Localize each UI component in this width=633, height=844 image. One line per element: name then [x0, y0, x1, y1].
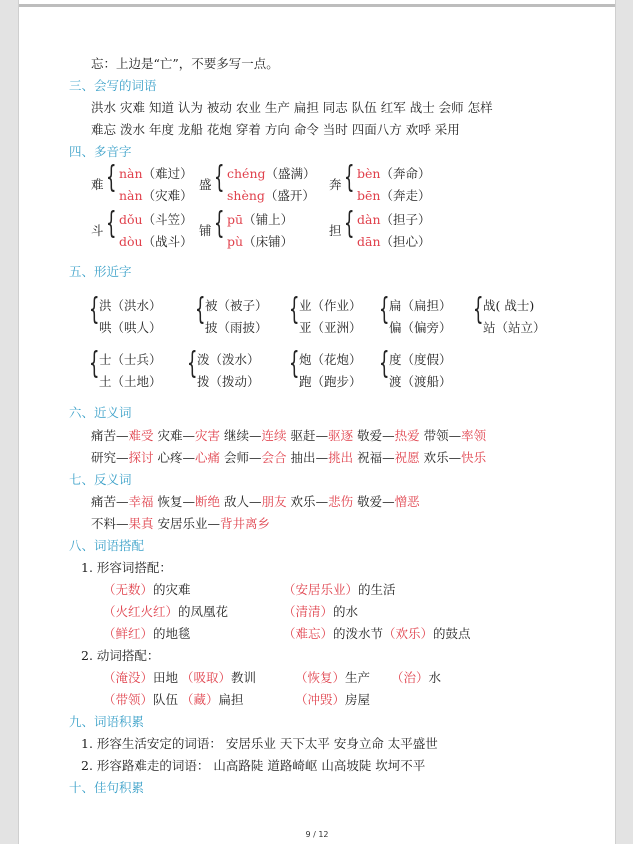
dash-separator: —	[382, 428, 395, 443]
phrase-text: 的灾难	[153, 582, 191, 597]
paired-word: 心痛	[195, 450, 221, 465]
phrase-text: 教训	[231, 670, 257, 685]
brace-icon: {	[379, 292, 390, 327]
pinyin: bēn	[357, 188, 381, 203]
adj-phrase	[283, 626, 471, 642]
dash-separator: —	[116, 494, 129, 509]
phrase-text: 的鼓点	[433, 626, 471, 641]
synonyms-row-1	[91, 428, 486, 444]
pinyin: pù	[227, 234, 244, 249]
section-7-heading: 七、反义词	[69, 472, 132, 487]
word: 痛苦	[91, 428, 117, 443]
phrase-text: 的泼水节	[333, 626, 384, 641]
paired-word: 探讨	[128, 450, 154, 465]
answer-word: （欢乐）	[383, 626, 434, 641]
dash-separator: —	[249, 428, 262, 443]
similar-char-b: 土（土地）	[99, 374, 162, 389]
similar-char-a: 度（度假）	[389, 352, 452, 367]
brace-icon: {	[289, 346, 300, 381]
synonyms-row-2	[91, 450, 486, 466]
dash-separator: —	[448, 450, 462, 465]
pinyin: nàn	[119, 188, 143, 203]
section-6-heading: 六、近义词	[69, 405, 132, 420]
verb-phrase	[181, 692, 244, 708]
dash-separator: —	[315, 428, 329, 443]
phrase-text: 的生活	[358, 582, 396, 597]
answer-word: （带领）	[103, 692, 154, 707]
adj-phrase	[103, 604, 228, 620]
polyphone-reading-2	[119, 234, 193, 250]
adj-phrase	[283, 604, 358, 620]
polyphone-reading-1	[357, 166, 430, 182]
example-word: （灾难）	[142, 188, 193, 203]
dash-separator: —	[207, 516, 221, 531]
phrase-text: 的凤凰花	[178, 604, 229, 619]
example-word: （斗笠）	[142, 212, 193, 227]
dash-separator: —	[448, 428, 462, 443]
word: 驱赶	[290, 428, 316, 443]
dash-separator: —	[382, 494, 395, 509]
paired-word: 朋友	[261, 494, 287, 509]
polyphone-reading-2	[357, 188, 430, 204]
word: 研究	[91, 450, 117, 465]
similar-char-a: 泼（泼水）	[197, 352, 260, 367]
answer-word: （无数）	[103, 582, 154, 597]
polyphone-char: 斗	[91, 223, 104, 238]
phrase-text: 队伍	[153, 692, 179, 707]
similar-char-b: 披（雨披）	[205, 320, 268, 335]
similar-char-a: 扁（扁担）	[389, 298, 452, 313]
similar-char-a: 业（作业）	[299, 298, 362, 313]
verb-phrase	[181, 670, 256, 686]
polyphone-reading-2	[119, 188, 193, 204]
verb-phrase	[295, 692, 370, 708]
answer-word: （淹没）	[103, 670, 154, 685]
adj-phrase	[283, 582, 396, 598]
dash-separator: —	[182, 450, 196, 465]
polyphone-reading-1	[227, 212, 293, 228]
brace-icon: {	[89, 346, 100, 381]
word: 灾难	[157, 428, 183, 443]
polyphone-reading-1	[357, 212, 431, 228]
similar-char-b: 跑（跑步）	[299, 374, 362, 389]
polyphone-char: 担	[329, 223, 342, 238]
words-row-1: 洪水 灾难 知道 认为 被动 农业 生产 扁担 同志 队伍 红军 战士 会师 怎样	[91, 100, 493, 115]
polyphone-reading-2	[227, 234, 293, 250]
phrase-text: 水	[428, 670, 442, 685]
example-word: （铺上）	[243, 212, 294, 227]
example-word: （担子）	[380, 212, 431, 227]
verb-phrase	[391, 670, 441, 686]
similar-char-a: 洪（洪水）	[99, 298, 162, 313]
pinyin: dòu	[119, 234, 143, 249]
similar-char-b: 拨（拨动）	[197, 374, 260, 389]
example-word: （奔命）	[380, 166, 431, 181]
pinyin: dān	[357, 234, 381, 249]
word: 敬爱	[357, 494, 383, 509]
section-10-heading: 十、佳句积累	[69, 780, 145, 795]
brace-icon: {	[379, 346, 390, 381]
similar-char-a: 战( 战士)	[483, 298, 535, 313]
pinyin: dǒu	[119, 212, 143, 227]
word: 痛苦	[91, 494, 117, 509]
answer-word: （吸取）	[181, 670, 232, 685]
brace-icon: {	[344, 206, 355, 241]
pinyin: bèn	[357, 166, 381, 181]
dash-separator: —	[116, 450, 129, 465]
word: 恢复	[157, 494, 183, 509]
paired-word: 挑出	[328, 450, 354, 465]
paired-word: 果真	[128, 516, 154, 531]
brace-icon: {	[195, 292, 206, 327]
paired-word: 率领	[461, 428, 487, 443]
brace-icon: {	[344, 160, 355, 195]
word: 祝福	[357, 450, 383, 465]
paired-word: 灾害	[195, 428, 221, 443]
word: 敌人	[224, 494, 250, 509]
answer-word: （冲毁）	[295, 692, 346, 707]
word: 欢乐	[423, 450, 449, 465]
words-row-2: 难忘 泼水 年度 龙船 花炮 穿着 方向 命令 当时 四面八方 欢呼 采用	[91, 122, 460, 137]
phrase-text: 生产	[345, 670, 371, 685]
paired-word: 驱逐	[328, 428, 354, 443]
dash-separator: —	[116, 428, 129, 443]
pinyin: shèng	[227, 188, 265, 203]
example-word: （战斗）	[142, 234, 193, 249]
dash-separator: —	[182, 494, 196, 509]
stable-life-words: 1. 形容生活安定的词语： 安居乐业 天下太平 安身立命 太平盛世	[81, 736, 438, 751]
example-word: （床铺）	[243, 234, 294, 249]
brace-icon: {	[106, 206, 117, 241]
answer-word: （藏）	[181, 692, 219, 707]
page-number: 9 / 12	[305, 830, 329, 839]
word: 继续	[224, 428, 250, 443]
example-word: （奔走）	[380, 188, 431, 203]
paired-word: 快乐	[461, 450, 487, 465]
paired-word: 断绝	[195, 494, 221, 509]
example-word: （难过）	[142, 166, 193, 181]
word: 带领	[423, 428, 449, 443]
dash-separator: —	[249, 450, 262, 465]
paired-word: 幸福	[128, 494, 154, 509]
answer-word: （恢复）	[295, 670, 346, 685]
section-5-heading: 五、形近字	[69, 264, 132, 279]
answer-word: （清清）	[283, 604, 334, 619]
top-divider	[19, 4, 615, 7]
paired-word: 难受	[128, 428, 154, 443]
word: 抽出	[290, 450, 316, 465]
phrase-text: 扁担	[218, 692, 244, 707]
word: 心疼	[157, 450, 183, 465]
brace-icon: {	[187, 346, 198, 381]
phrase-text: 田地	[153, 670, 179, 685]
polyphone-reading-1	[119, 166, 193, 182]
word: 不料	[91, 516, 117, 531]
brace-icon: {	[289, 292, 300, 327]
phrase-text: 的地毯	[153, 626, 191, 641]
brace-icon: {	[214, 160, 225, 195]
word: 会师	[224, 450, 250, 465]
paired-word: 憎恶	[394, 494, 420, 509]
pinyin: chéng	[227, 166, 266, 181]
polyphone-reading-1	[227, 166, 316, 182]
dash-separator: —	[249, 494, 262, 509]
example-word: （盛满）	[265, 166, 316, 181]
paired-word: 悲伤	[328, 494, 354, 509]
adj-collocation-label: 1. 形容词搭配：	[81, 560, 172, 575]
verb-collocation-label: 2. 动词搭配：	[81, 648, 160, 663]
similar-char-b: 亚（亚洲）	[299, 320, 362, 335]
word: 安居乐业	[157, 516, 208, 531]
dash-separator: —	[315, 450, 329, 465]
dash-separator: —	[182, 428, 196, 443]
similar-char-b: 哄（哄人）	[99, 320, 162, 335]
brace-icon: {	[89, 292, 100, 327]
document-page	[18, 0, 616, 844]
brace-icon: {	[106, 160, 117, 195]
section-9-heading: 九、词语积累	[69, 714, 145, 729]
dash-separator: —	[382, 450, 395, 465]
antonyms-row-2	[91, 516, 270, 532]
paired-word: 会合	[261, 450, 287, 465]
polyphone-char: 难	[91, 177, 104, 192]
dash-separator: —	[116, 516, 129, 531]
paired-word: 连续	[261, 428, 287, 443]
section-8-heading: 八、词语搭配	[69, 538, 145, 553]
similar-char-b: 渡（渡船）	[389, 374, 452, 389]
phrase-text: 的水	[333, 604, 359, 619]
answer-word: （安居乐业）	[283, 582, 359, 597]
verb-phrase	[103, 670, 178, 686]
similar-char-a: 炮（花炮）	[299, 352, 362, 367]
section-4-heading: 四、多音字	[69, 144, 132, 159]
polyphone-char: 奔	[329, 177, 342, 192]
adj-phrase	[103, 626, 191, 642]
verb-phrase	[103, 692, 178, 708]
dash-separator: —	[315, 494, 329, 509]
brace-icon: {	[214, 206, 225, 241]
paired-word: 祝愿	[394, 450, 420, 465]
polyphone-reading-2	[227, 188, 315, 204]
brace-icon: {	[473, 292, 484, 327]
word: 欢乐	[290, 494, 316, 509]
paired-word: 背井离乡	[220, 516, 271, 531]
polyphone-char: 盛	[199, 177, 212, 192]
paired-word: 热爱	[394, 428, 420, 443]
similar-char-b: 站（站立）	[483, 320, 546, 335]
pinyin: pū	[227, 212, 244, 227]
adj-phrase	[103, 582, 191, 598]
word: 敬爱	[357, 428, 383, 443]
example-word: （担心）	[380, 234, 431, 249]
note-line: 忘：上边是“亡”，不要多写一点。	[91, 56, 279, 71]
answer-word: （火红火红）	[103, 604, 179, 619]
section-3-heading: 三、会写的词语	[69, 78, 157, 93]
answer-word: （鲜红）	[103, 626, 154, 641]
answer-word: （难忘）	[283, 626, 334, 641]
similar-char-a: 士（士兵）	[99, 352, 162, 367]
pinyin: dàn	[357, 212, 381, 227]
polyphone-reading-2	[357, 234, 431, 250]
similar-char-a: 被（被子）	[205, 298, 268, 313]
example-word: （盛开）	[264, 188, 315, 203]
rough-road-words: 2. 形容路难走的词语： 山高路陡 道路崎岖 山高坡陡 坎坷不平	[81, 758, 426, 773]
phrase-text: 房屋	[345, 692, 371, 707]
polyphone-char: 铺	[199, 223, 212, 238]
similar-char-b: 偏（偏旁）	[389, 320, 452, 335]
polyphone-reading-1	[119, 212, 193, 228]
verb-phrase	[295, 670, 370, 686]
pinyin: nàn	[119, 166, 143, 181]
answer-word: （治）	[391, 670, 429, 685]
antonyms-row-1	[91, 494, 420, 510]
